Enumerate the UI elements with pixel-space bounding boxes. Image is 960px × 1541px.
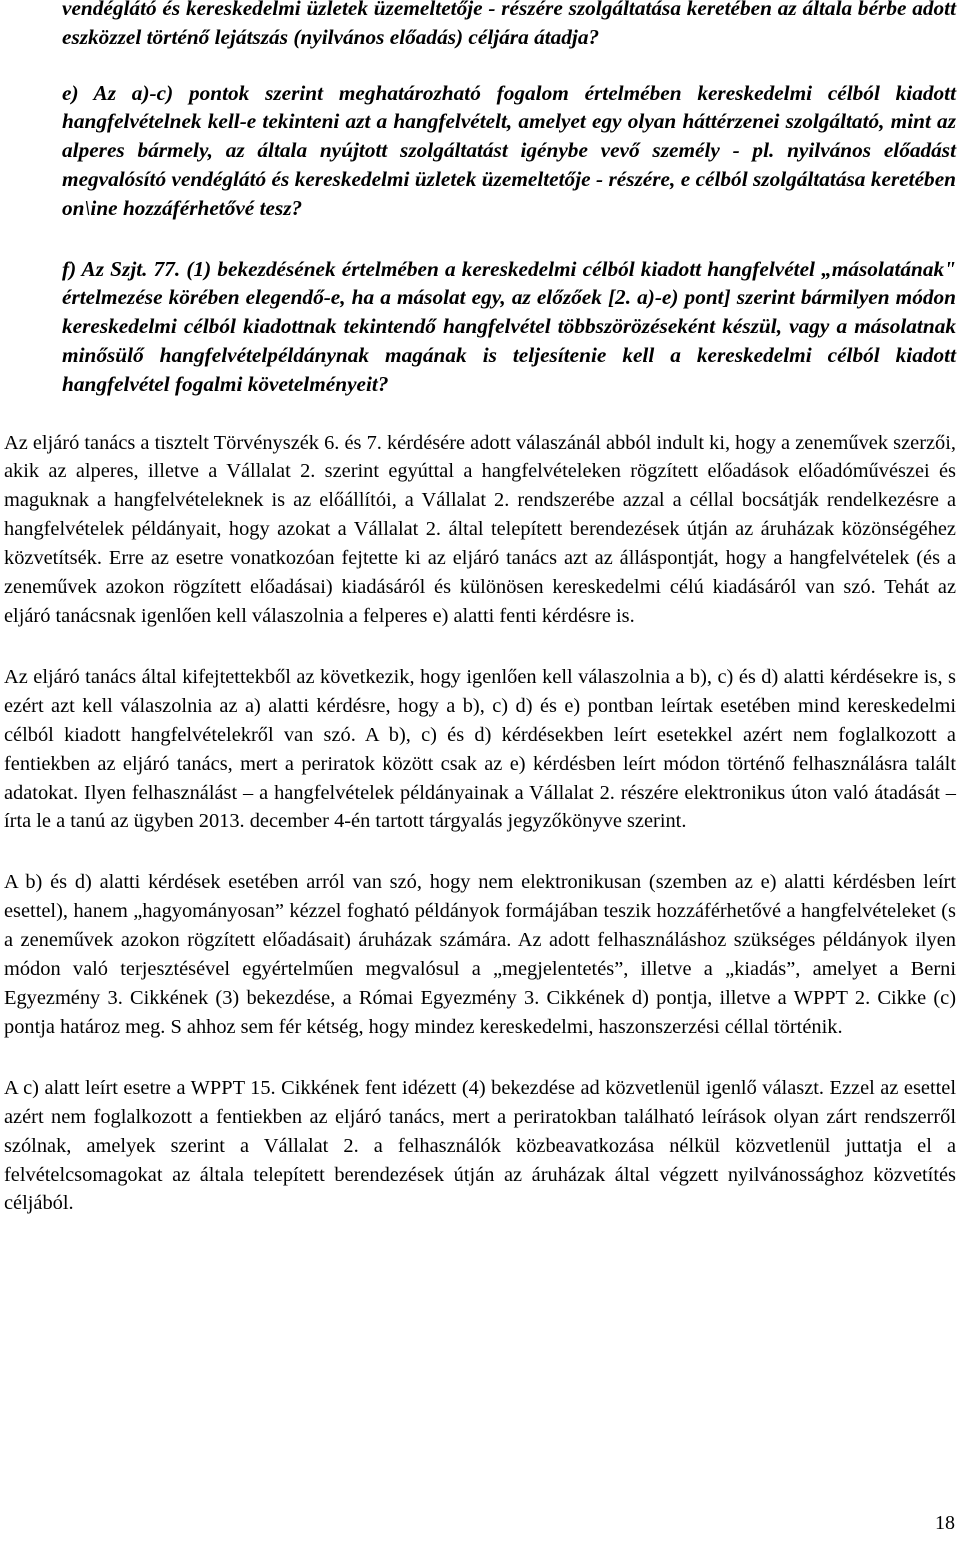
question-f: f) Az Szjt. 77. (1) bekezdésének értelmében a kereskedelmi célból kiadott hangfelvétel „másolatának" értelmezése körében elegendő-e, ha a másolat egy, az előzőek [2. a)-e) pont] szerint bármilyen módon kereskedelmi célból kiadottnak tekintendő hangfelvétel többszörözéseként készül, vagy a másolatnak minősülő hangfelvételpéldánynak magának is teljesítenie kell a kereskedelmi célból kiadott hangfelvétel fogalmi követelményeit?: [62, 256, 956, 396]
page-number: 18: [935, 1512, 955, 1534]
answer-paragraph-4: A c) alatt leírt esetre a WPPT 15. Cikkének fent idézett (4) bekezdése ad közvetlenül igenlő választ. Ezzel az esettel azért nem foglalkozott a fentiekben az eljáró tanács, mert a periratokban található leírások olyan zárt rendszerről szólnak, amelyek szerint a Vállalat 2. a felhasználók közbeavatkozása nélkül közvetlenül juttatja el a felvételcsomagokat az általa telepített berendezések útján az áruházak által végzett nyilvánossághoz közvetítés céljából.: [4, 1076, 956, 1215]
answer-paragraph-1: Az eljáró tanács a tisztelt Törvényszék 6. és 7. kérdésére adott válaszánál abból indult ki, hogy a zeneművek szerzői, akik az alperes, illetve a Vállalat 2. szerint egyúttal a hangfelvételeken rögzített előadások előadóművészei és maguknak a hangfelvételeknek is az előállítói, a Vállalat 2. rendszerébe azzal a céllal bocsátják rendelkezésre a hangfelvételek példányait, hogy azokat a Vállalat 2. által telepített berendezések útján az áruházak közönségéhez közvetítsék. Erre az esetre vonatkozóan fejtette ki az eljáró tanács azt az álláspontját, hogy a hangfelvételek (és a zeneművek azokon rögzített előadásai) kiadásáról és különösen kereskedelmi célú kiadásáról van szó. Tehát az eljáró tanácsnak igenlően kell válaszolnia a felperes e) alatti fenti kérdésre is.: [4, 431, 956, 627]
question-d-continuation: vendéglátó és kereskedelmi üzletek üzemeltetője - részére szolgáltatása keretében az általa bérbe adott eszközzel történő lejátszás (nyilvános előadás) céljára átadja?: [62, 0, 956, 49]
answer-paragraph-2: Az eljáró tanács által kifejtettekből az következik, hogy igenlően kell válaszolnia a b), c) és d) alatti kérdésekre is, s ezért azt kell válaszolnia az a) alatti kérdésre, hogy a b), c) d) és e) pontban leírtak esetében mind kereskedelmi célból kiadott hangfelvételekről van szó. A b), c) és d) kérdésekben leírt esetekkel azért nem foglalkozott a fentiekben az eljáró tanács, mert a periratok között csak az e) kérdésben leírt módon történő felhasználásra talált adatokat. Ilyen felhasználást – a hangfelvételek példányainak a Vállalat 2. részére elektronikus úton való átadását – írta le a tanú az ügyben 2013. december 4-én tartott tárgyalás jegyzőkönyve szerint.: [4, 665, 956, 833]
answer-paragraph-3: A b) és d) alatti kérdések esetében arról van szó, hogy nem elektronikusan (szemben az e) alatti kérdésben leírt esettel), hanem „hagyományosan” kézzel fogható példányok formájában teszik hozzáférhetővé a hangfelvételeket (s a zeneművek azokon rögzített előadásait) áruházak számára. Az adott felhasználáshoz szükséges példányok ilyen módon való terjesztésével egyértelműen megvalósul a „megjelentetés”, illetve a „kiadás”, amelyet a Berni Egyezmény 3. Cikkének (3) bekezdése, a Római Egyezmény 3. Cikkének d) pontja, illetve a WPPT 2. Cikke (c) pontja határoz meg. S ahhoz sem fér kétség, hogy mindez kereskedelmi, haszonszerzési céllal történik.: [4, 871, 956, 1038]
question-e: e) Az a)-c) pontok szerint meghatározható fogalom értelmében kereskedelmi célból kiadott hangfelvételnek kell-e tekinteni azt a hangfelvételt, amelyet egy olyan háttérzenei szolgáltató, mint az alperes bármely, az általa nyújtott szolgáltatást igénybe vevő személy - pl. nyilvános előadást megvalósító vendéglátó és kereskedelmi üzletek üzemeltetője - részére, e célból szolgáltatása keretében on\ine hozzáférhetővé tesz?: [62, 80, 956, 220]
